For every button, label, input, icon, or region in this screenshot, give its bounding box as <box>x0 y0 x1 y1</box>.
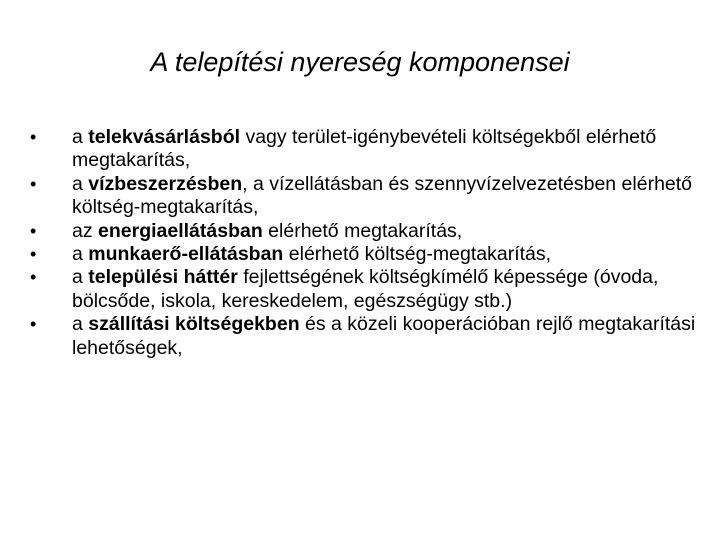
bullet-text-bold: energiaellátásban <box>98 219 263 242</box>
bullet-dot-icon: • <box>30 314 37 335</box>
bullet-list <box>30 126 700 360</box>
bullet-text-bold: munkaerő-ellátásban <box>88 243 284 266</box>
bullet-text-post: , a vízellátásban és szennyvízelvezetésben elérhető költség-megtakarítás, <box>72 172 693 219</box>
bullet-text-pre: a <box>72 266 89 289</box>
bullet-text-pre: a <box>72 243 89 266</box>
bullet-item <box>30 126 700 173</box>
bullet-text-bold: telekvásárlásból <box>88 126 241 148</box>
bullet-item <box>30 313 700 360</box>
bullet-text-post: fejlettségének költségkímélő képessége (óvoda, bölcsőde, iskola, kereskedelem, egészségügy stb.) <box>72 266 659 312</box>
bullet-text-post: vagy terület-igénybevételi költségekből elérhető megtakarítás, <box>72 126 657 172</box>
slide-title: A telepítési nyereség komponensei <box>150 47 570 77</box>
bullet-dot-icon: • <box>30 244 37 265</box>
bullet-dot-icon: • <box>30 127 37 147</box>
bullet-item <box>30 243 700 266</box>
bullet-text-bold: szállítási költségekben <box>88 313 300 336</box>
bullet-dot-icon: • <box>30 267 37 288</box>
bullet-dot-icon: • <box>30 173 37 194</box>
bullet-item <box>30 220 700 243</box>
bullet-text-bold: vízbeszerzésben <box>88 172 243 195</box>
bullet-text-post: és a közeli kooperációban rejlő megtakarítási lehetőségek, <box>72 313 696 359</box>
bullet-text-bold: települési háttér <box>88 266 238 289</box>
bullet-text-pre: a <box>72 172 89 195</box>
bullet-text-pre: a <box>72 126 89 148</box>
bullet-text-pre: a <box>72 313 89 336</box>
bullet-item <box>30 173 700 220</box>
bullet-item <box>30 266 700 313</box>
bullet-dot-icon: • <box>30 220 37 241</box>
bullet-text-post: elérhető költség-megtakarítás, <box>283 243 552 266</box>
bullet-text-pre: az <box>72 219 99 242</box>
bullet-text-post: elérhető megtakarítás, <box>262 219 463 242</box>
